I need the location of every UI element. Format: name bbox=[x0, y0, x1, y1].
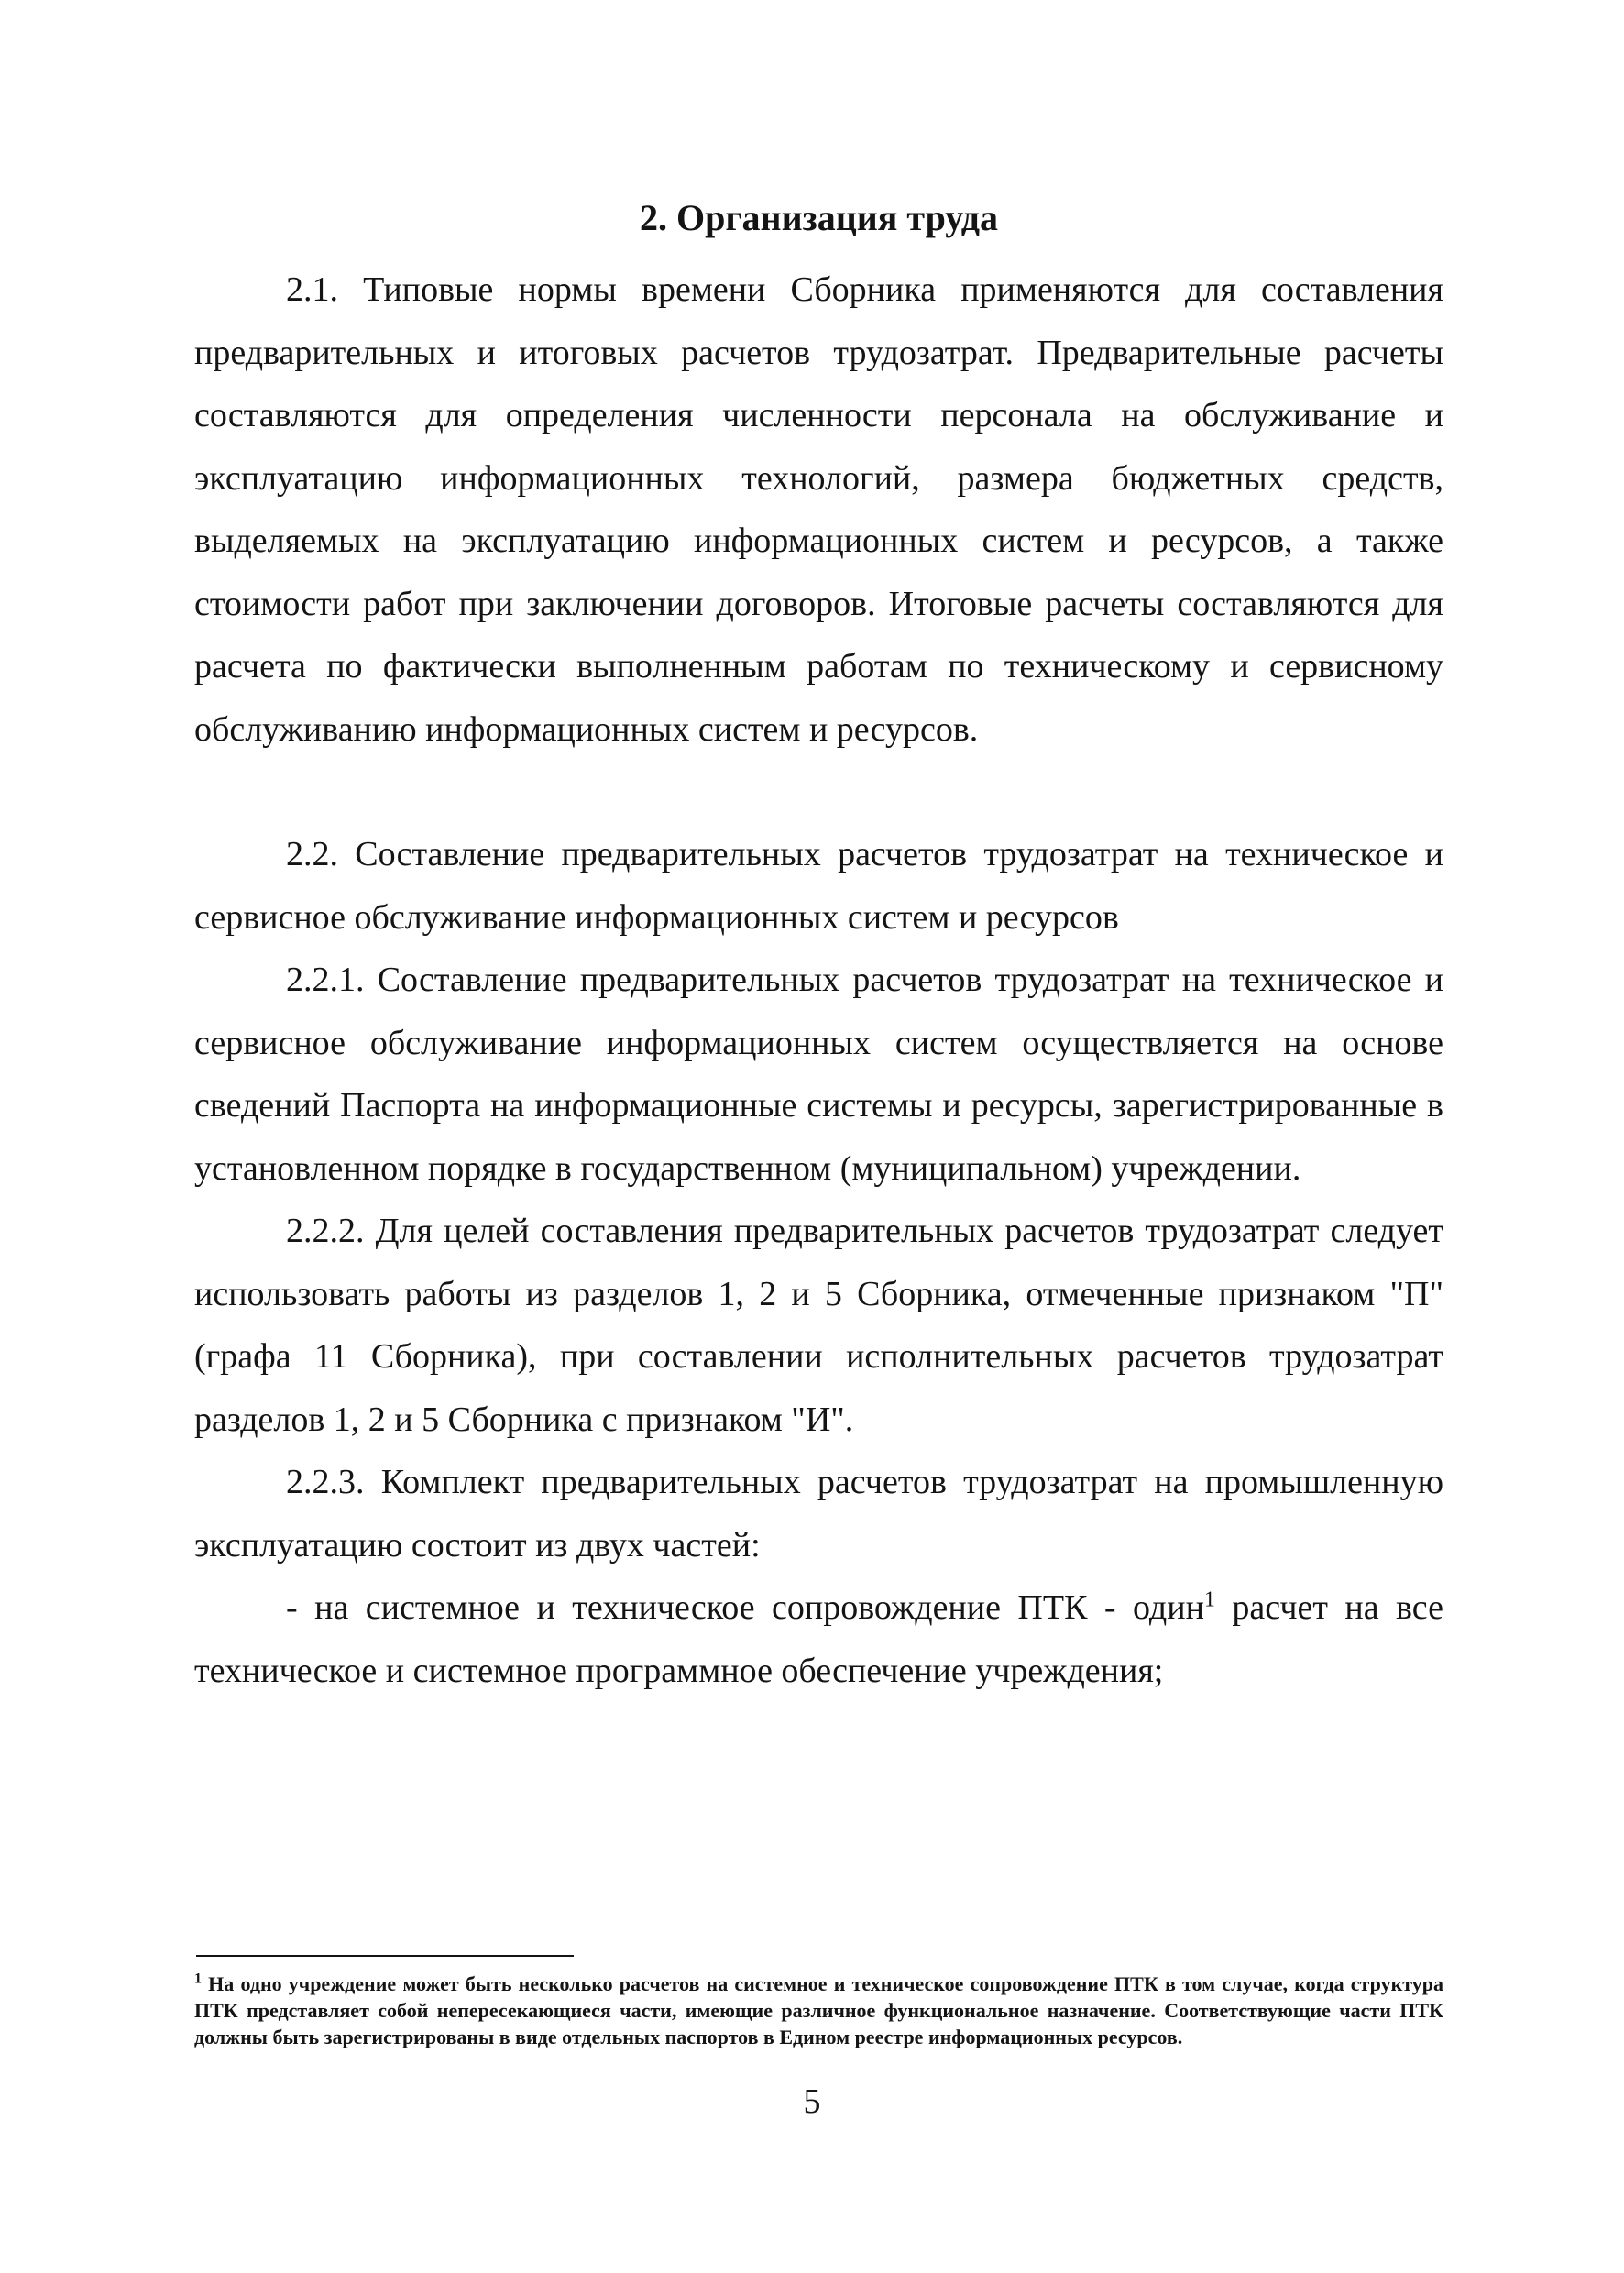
page-number: 5 bbox=[803, 2082, 821, 2121]
paragraph-2-2-3: 2.2.3. Комплект предварительных расчетов трудозатрат на промышленную эксплуатацию состоит из двух частей: bbox=[194, 1463, 1443, 1565]
list-item-text-end: расчет на все техническое и системное программное обеспечение учреждения; bbox=[194, 1588, 1443, 1690]
footnote-divider bbox=[196, 1955, 574, 1957]
paragraph-2-1: 2.1. Типовые нормы времени Сборника применяются для составления предварительных и итоговых расчетов трудозатрат. Предварительные расчеты составляются для определения численности персонала на обслуживание и эксплуатацию информационных технологий, размера бюджетных средств, выделяемых на эксплуатацию информационных систем и ресурсов, а также стоимости работ при заключении договоров. Итоговые расчеты составляются для расчета по фактически выполненным работам по техническому и сервисному обслуживанию информационных систем и ресурсов. bbox=[194, 270, 1443, 749]
list-item-text-start: - на системное и техническое сопровождение ПТК - один bbox=[286, 1588, 1204, 1627]
paragraph-gap bbox=[194, 761, 1443, 823]
body-text bbox=[194, 258, 1443, 1702]
paragraph-2-2-2: 2.2.2. Для целей составления предварительных расчетов трудозатрат следует использовать работы из разделов 1, 2 и 5 Сборника, отмеченные признаком "П" (графа 11 Сборника), при составлении исполнительных расчетов трудозатрат разделов 1, 2 и 5 Сборника с признаком "И". bbox=[194, 1212, 1443, 1439]
footnote bbox=[194, 1971, 1443, 2050]
list-item-system-support bbox=[194, 1576, 1443, 1702]
footnote-marker: 1 bbox=[194, 1971, 202, 1987]
section-heading: 2. Организация труда bbox=[640, 197, 998, 238]
footnote-text: На одно учреждение может быть несколько расчетов на системное и техническое сопровождение ПТК в том случае, когда структура ПТК представляет собой непересекающиеся части, имеющие различное функциональное назначение. Соответствующие части ПТК должны быть зарегистрированы в виде отдельных паспортов в Едином реестре информационных ресурсов. bbox=[194, 1972, 1443, 2048]
paragraph-2-2: 2.2. Составление предварительных расчетов трудозатрат на техническое и сервисное обслуживание информационных систем и ресурсов bbox=[194, 835, 1443, 937]
paragraph-2-2-1: 2.2.1. Составление предварительных расчетов трудозатрат на техническое и сервисное обслуживание информационных систем осуществляется на основе сведений Паспорта на информационные системы и ресурсы, зарегистрированные в установленном порядке в государственном (муниципальном) учреждении. bbox=[194, 961, 1443, 1188]
footnote-reference[interactable]: 1 bbox=[1203, 1587, 1215, 1612]
